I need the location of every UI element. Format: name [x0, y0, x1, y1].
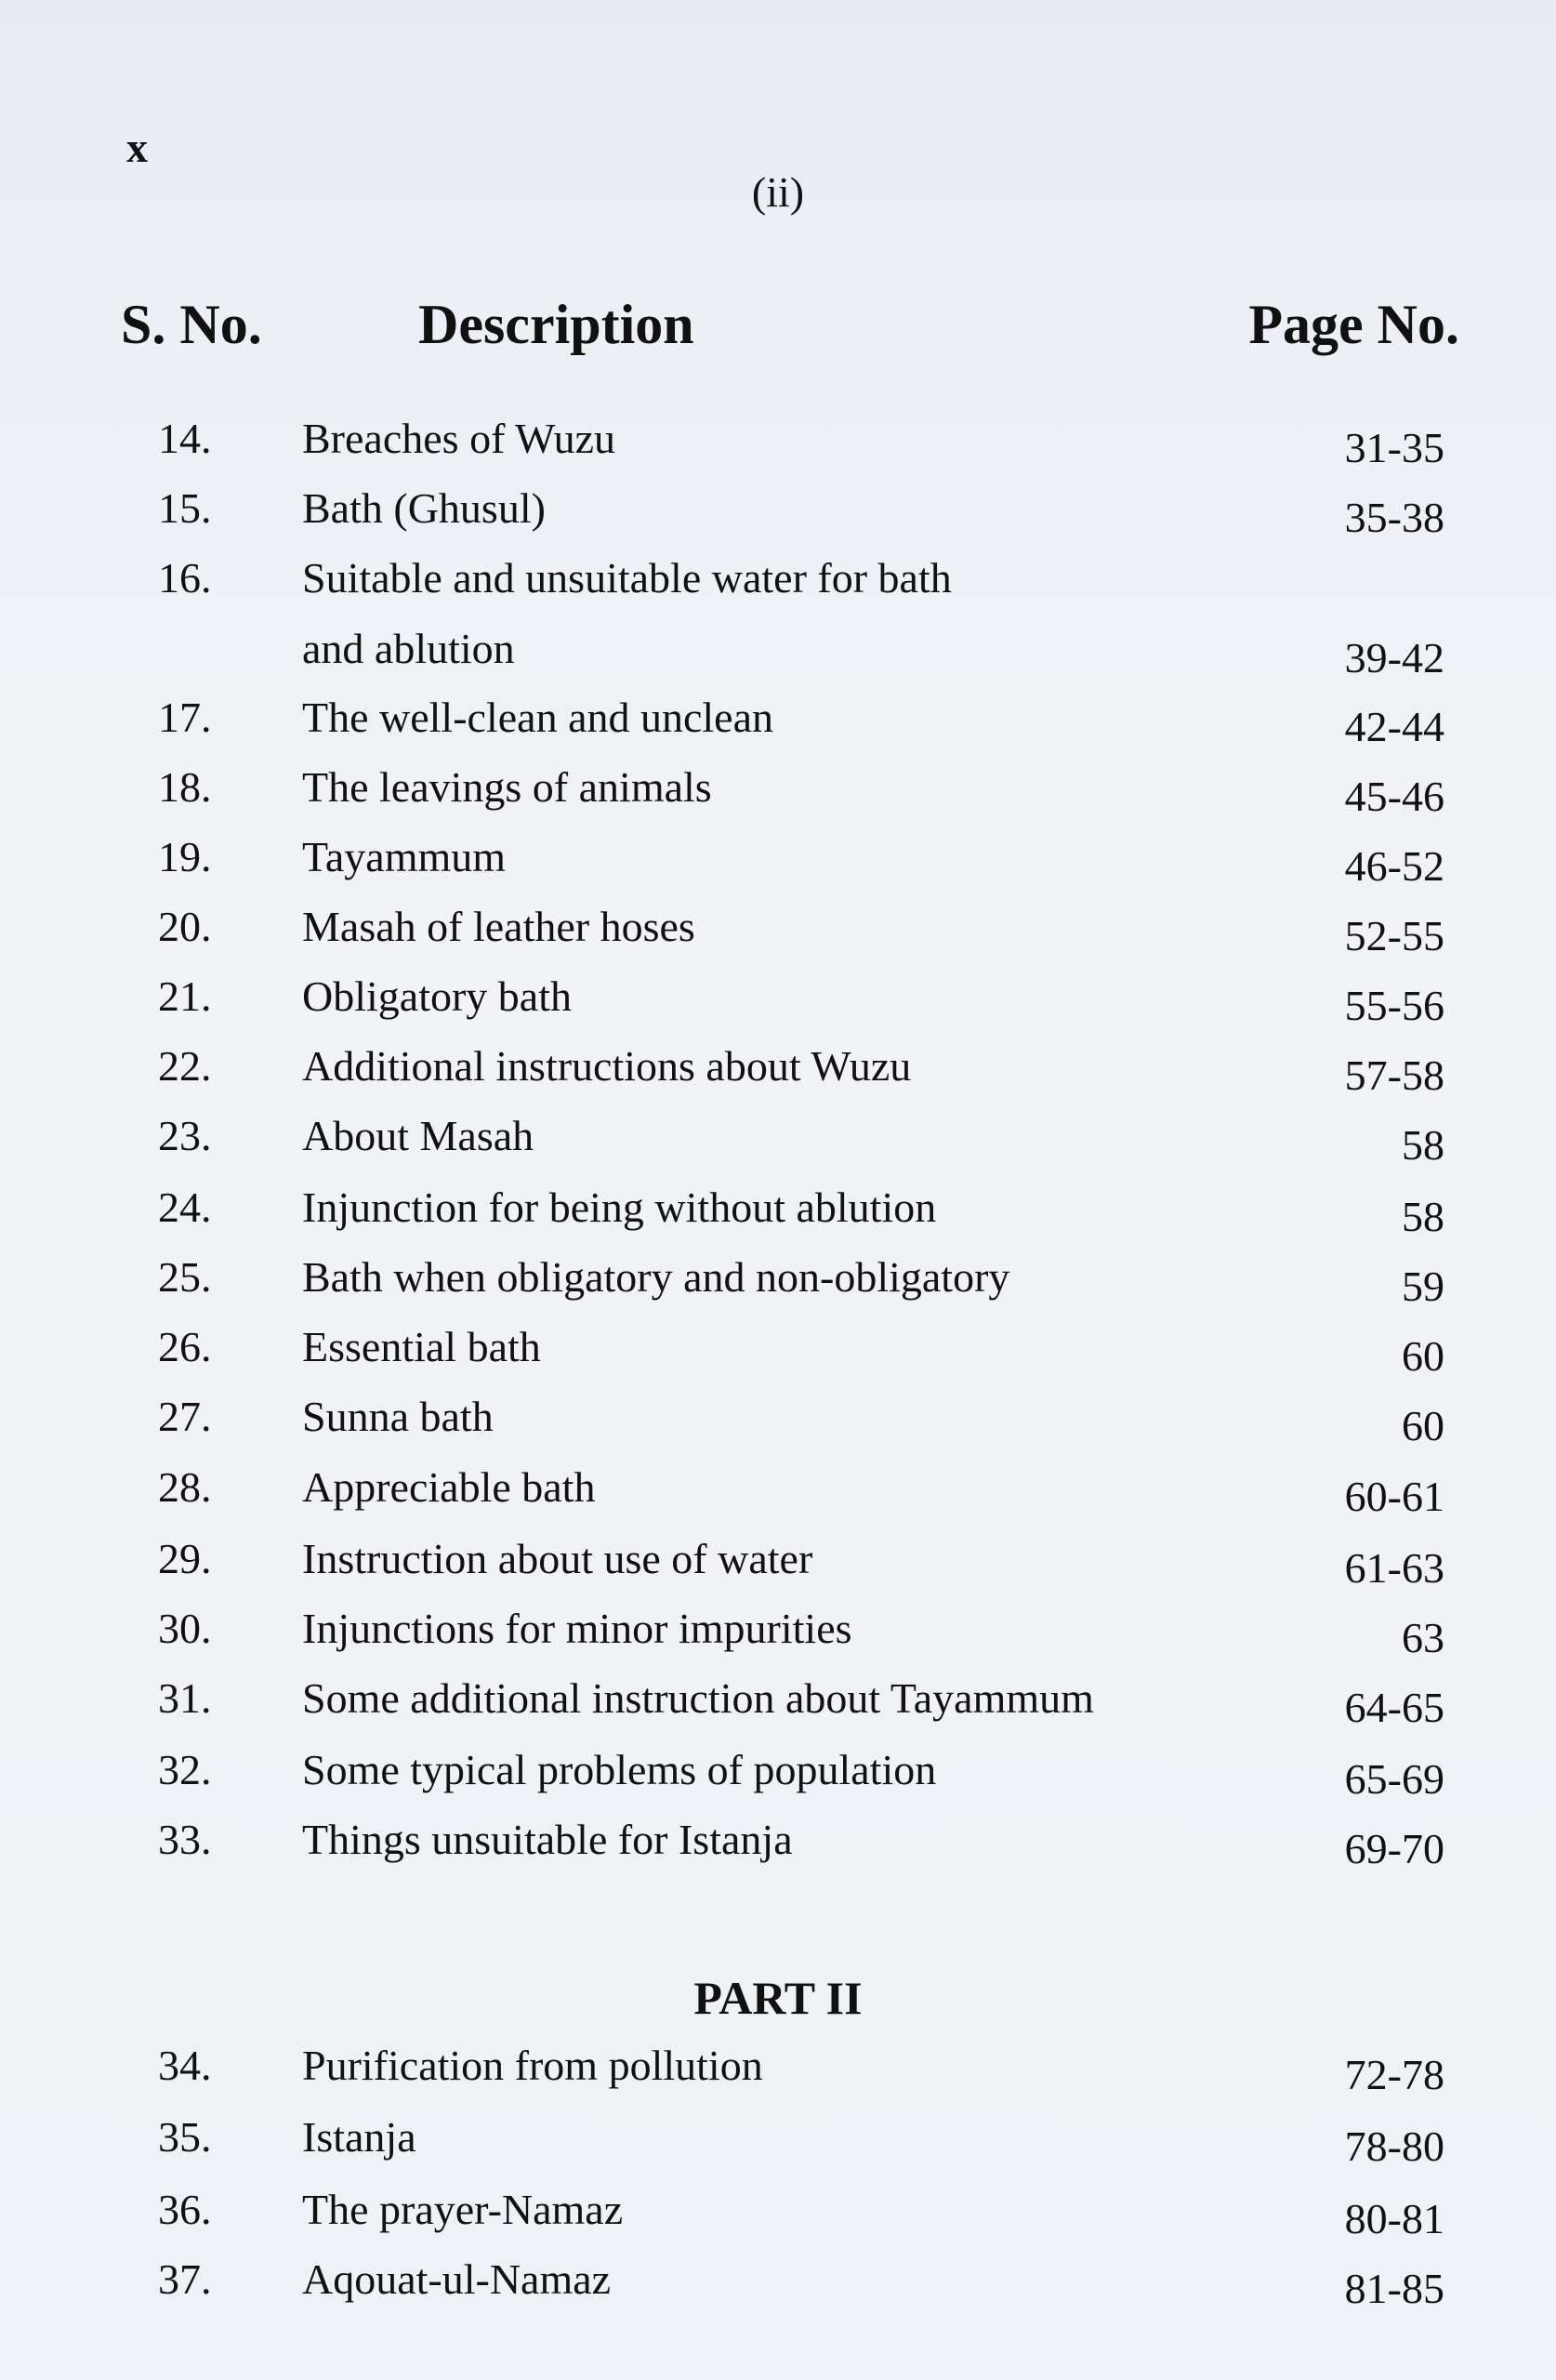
toc-row — [0, 414, 1556, 488]
toc-page-range: 80-81 — [1344, 2195, 1444, 2242]
toc-row — [0, 553, 1556, 681]
toc-page-range: 64-65 — [1344, 1684, 1444, 1731]
toc-row — [0, 762, 1556, 837]
toc-number: 23. — [158, 1112, 212, 1159]
toc-page-range: 55-56 — [1344, 982, 1444, 1029]
toc-number: 21. — [158, 972, 212, 1020]
toc-number: 31. — [158, 1674, 212, 1722]
toc-row — [0, 1604, 1556, 1678]
toc-title: Bath when obligatory and non-obligatory — [302, 1253, 1010, 1301]
toc-row — [0, 693, 1556, 767]
toc-row — [0, 1392, 1556, 1466]
toc-number: 26. — [158, 1323, 212, 1370]
toc-title: Injunction for being without ablution — [302, 1183, 937, 1231]
toc-title: Appreciable bath — [302, 1463, 596, 1511]
toc-title: Masah of leather hoses — [302, 903, 695, 950]
toc-row — [0, 1815, 1556, 1889]
toc-title: Purification from pollution — [302, 2042, 763, 2089]
toc-title: Essential bath — [302, 1323, 541, 1370]
toc-title: Some additional instruction about Tayammum — [302, 1674, 1094, 1722]
toc-title: The prayer-Namaz — [302, 2186, 624, 2233]
toc-title: The leavings of animals — [302, 763, 712, 811]
toc-row — [0, 1183, 1556, 1257]
toc-page-range: 60 — [1402, 1332, 1444, 1380]
header-page-no: Page No. — [1248, 294, 1459, 355]
toc-page-range: 46-52 — [1344, 842, 1444, 890]
toc-row — [0, 972, 1556, 1046]
toc-title: Injunctions for minor impurities — [302, 1605, 852, 1652]
toc-row — [0, 2112, 1556, 2187]
toc-title: Instruction about use of water — [302, 1535, 813, 1582]
toc-number: 16. — [158, 554, 212, 602]
header-sno: S. No. — [121, 294, 262, 355]
toc-number: 15. — [158, 484, 212, 532]
toc-row — [0, 1534, 1556, 1608]
toc-page-range: 58 — [1402, 1121, 1444, 1169]
toc-row — [0, 1745, 1556, 1819]
toc-page-range: 78-80 — [1344, 2122, 1444, 2170]
toc-row — [0, 832, 1556, 906]
toc-number: 22. — [158, 1042, 212, 1090]
toc-number: 20. — [158, 903, 212, 950]
toc-number: 14. — [158, 415, 212, 462]
toc-title: Some typical problems of population — [302, 1746, 937, 1793]
toc-title: Sunna bath — [302, 1393, 494, 1440]
toc-title: About Masah — [302, 1112, 534, 1159]
toc-page-range: 58 — [1402, 1193, 1444, 1240]
toc-page-range: 57-58 — [1344, 1051, 1444, 1099]
toc-row — [0, 1111, 1556, 1185]
toc-title: Suitable and unsuitable water for bath — [302, 554, 952, 602]
toc-row — [0, 1041, 1556, 1116]
toc-number: 35. — [158, 2113, 212, 2161]
toc-number: 17. — [158, 694, 212, 741]
toc-page-range: 45-46 — [1344, 773, 1444, 820]
toc-title: Additional instructions about Wuzu — [302, 1042, 912, 1090]
toc-number: 27. — [158, 1393, 212, 1440]
corner-mark: x — [126, 124, 148, 171]
toc-page-range: 60 — [1402, 1402, 1444, 1449]
toc-title: Obligatory bath — [302, 972, 572, 1020]
toc-row — [0, 1252, 1556, 1327]
toc-page-range: 39-42 — [1344, 634, 1444, 681]
toc-title: Tayammum — [302, 833, 507, 880]
toc-title: Bath (Ghusul) — [302, 484, 546, 532]
toc-number: 34. — [158, 2042, 212, 2089]
toc-row — [0, 483, 1556, 558]
toc-page-range: 81-85 — [1344, 2265, 1444, 2312]
toc-page-range: 31-35 — [1344, 424, 1444, 471]
toc-title: Breaches of Wuzu — [302, 415, 616, 462]
toc-row — [0, 1462, 1556, 1537]
toc-page-range: 63 — [1402, 1614, 1444, 1661]
toc-title: Things unsuitable for Istanja — [302, 1816, 793, 1863]
toc-title: Aqouat-ul-Namaz — [302, 2255, 612, 2303]
toc-page-range: 52-55 — [1344, 912, 1444, 959]
toc-row — [0, 902, 1556, 976]
toc-number: 29. — [158, 1535, 212, 1582]
toc-number: 19. — [158, 833, 212, 880]
toc-page-range: 65-69 — [1344, 1755, 1444, 1803]
toc-page-range: 35-38 — [1344, 494, 1444, 541]
toc-row — [0, 2254, 1556, 2329]
toc-number: 24. — [158, 1183, 212, 1231]
toc-number: 37. — [158, 2255, 212, 2303]
toc-number: 28. — [158, 1463, 212, 1511]
toc-page-range: 42-44 — [1344, 703, 1444, 750]
toc-number: 33. — [158, 1816, 212, 1863]
toc-number: 32. — [158, 1746, 212, 1793]
toc-row — [0, 1322, 1556, 1396]
toc-row — [0, 1673, 1556, 1748]
page-number: (ii) — [751, 168, 805, 216]
toc-row — [0, 2185, 1556, 2259]
part-heading: PART II — [693, 1972, 863, 2024]
toc-title: The well-clean and unclean — [302, 694, 774, 741]
toc-title-continued: and ablution — [302, 625, 515, 672]
toc-title: Istanja — [302, 2113, 416, 2161]
toc-number: 30. — [158, 1605, 212, 1652]
toc-number: 25. — [158, 1253, 212, 1301]
header-description: Description — [418, 294, 694, 355]
toc-row — [0, 2041, 1556, 2115]
toc-page-range: 69-70 — [1344, 1825, 1444, 1872]
toc-page-range: 60-61 — [1344, 1473, 1444, 1520]
toc-number: 18. — [158, 763, 212, 811]
toc-page-range: 61-63 — [1344, 1544, 1444, 1592]
toc-page-range: 59 — [1402, 1263, 1444, 1310]
toc-number: 36. — [158, 2186, 212, 2233]
toc-page-range: 72-78 — [1344, 2051, 1444, 2098]
